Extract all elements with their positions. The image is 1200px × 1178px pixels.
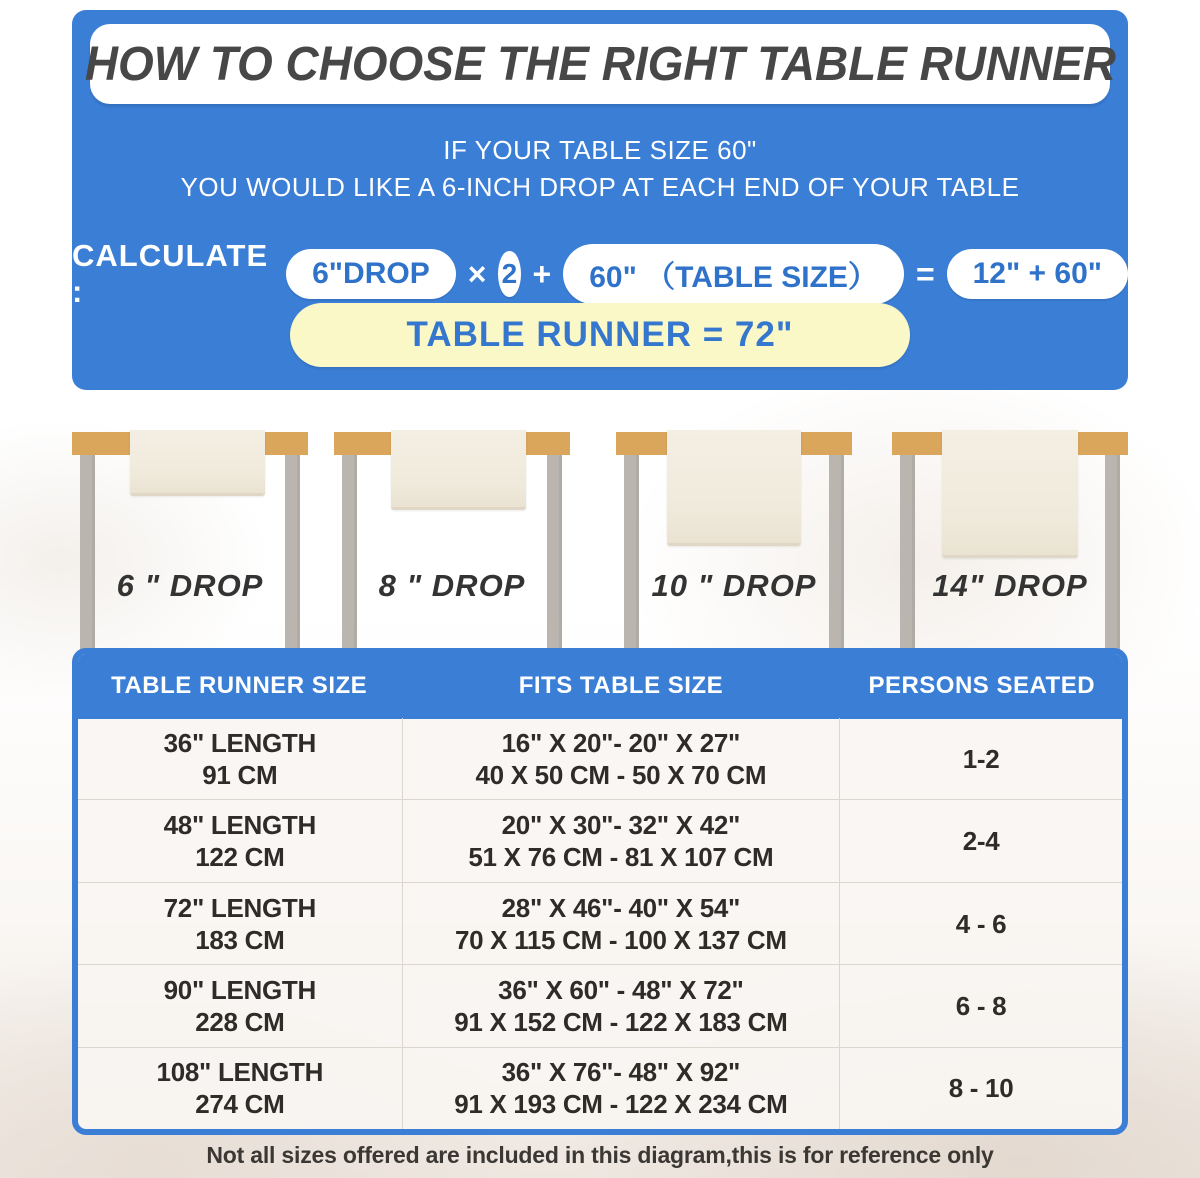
fits-size-cm: 91 X 152 CM - 122 X 183 CM [454,1006,788,1037]
fits-size-cm: 70 X 115 CM - 100 X 137 CM [454,924,787,955]
runner-size-cm: 228 CM [195,1006,285,1037]
table-leg [829,455,844,650]
persons-cell [840,883,1122,964]
runner-size-inches: 48" LENGTH [163,810,316,841]
runner-cloth [130,430,265,496]
table-leg [1105,455,1120,650]
table-row [78,964,1122,1046]
runner-size-inches: 108" LENGTH [156,1057,324,1088]
table-leg [342,455,357,650]
fits-size-cm: 40 X 50 CM - 50 X 70 CM [475,759,767,790]
persons-seated: 4 - 6 [955,908,1007,939]
persons-cell [840,965,1122,1046]
runner-cloth [391,430,526,510]
fits-size-cell [402,718,840,799]
persons-cell [840,718,1122,799]
column-header-runner-size: TABLE RUNNER SIZE [111,672,368,699]
fits-size-inches: 16" X 20"- 20" X 27" [501,727,741,758]
drop-label: 14" DROP [932,568,1088,603]
runner-size-inches: 90" LENGTH [163,974,316,1005]
plus-operator: + [532,255,552,292]
disclaimer-note: Not all sizes offered are included in this diagram,this is for reference only [206,1142,994,1168]
fits-size-inches: 36" X 76"- 48" X 92" [501,1057,741,1088]
persons-seated: 2-4 [962,826,1000,857]
table-row [78,882,1122,964]
fits-size-cm: 51 X 76 CM - 81 X 107 CM [468,842,774,873]
sum-pill: 12" + 60" [947,249,1128,299]
page-title: HOW TO CHOOSE THE RIGHT TABLE RUNNER [84,35,1116,91]
calculate-label: CALCULATE : [72,238,269,309]
result-pill [290,303,910,367]
runner-size-cell [78,718,402,799]
column-header-fits-size: FITS TABLE SIZE [518,672,724,699]
runner-size-inches: 72" LENGTH [163,892,316,923]
runner-size-cm: 122 CM [195,842,285,873]
size-table-body [78,718,1122,1129]
drop-value-pill: 6"DROP [286,249,456,299]
subtitle-line-1: IF YOUR TABLE SIZE 60" [443,135,757,165]
fits-size-cell [402,1048,840,1129]
fits-size-cell [402,800,840,881]
fits-size-inches: 20" X 30"- 32" X 42" [501,810,741,841]
fits-size-cell [402,883,840,964]
table-leg [80,455,95,650]
runner-cloth [942,430,1078,558]
runner-size-cm: 274 CM [195,1089,285,1120]
runner-size-cell [78,883,402,964]
calculation-row [72,238,1128,310]
table-row [78,1047,1122,1129]
table-row [78,799,1122,881]
fits-size-inches: 28" X 46"- 40" X 54" [501,892,741,923]
table-leg [547,455,562,650]
drop-label: 8 " DROP [378,568,526,603]
persons-seated: 6 - 8 [955,990,1007,1021]
drop-figure-8in [334,430,570,648]
column-header-persons: PERSONS SEATED [868,672,1096,699]
drop-label: 6 " DROP [116,568,264,603]
table-leg [624,455,639,650]
drop-label: 10 " DROP [651,568,817,603]
drop-figure-14in [892,430,1128,648]
drop-figure-10in [616,430,852,648]
result-text: TABLE RUNNER = 72" [406,315,794,354]
runner-size-cell [78,1048,402,1129]
size-table-header [77,653,1123,719]
subtitle-line-2: YOU WOULD LIKE A 6-INCH DROP AT EACH END OF YOUR TABLE [180,172,1020,202]
runner-size-inches: 36" LENGTH [163,727,316,758]
header-panel [72,10,1128,390]
equals-operator: = [915,255,935,292]
drop-figure-6in [72,430,308,648]
title-banner [84,24,1116,104]
runner-size-cm: 91 CM [202,759,278,790]
table-leg [285,455,300,650]
persons-cell [840,1048,1122,1129]
fits-size-inches: 36" X 60" - 48" X 72" [498,974,744,1005]
runner-size-cm: 183 CM [195,924,285,955]
fits-size-cm: 91 X 193 CM - 122 X 234 CM [454,1089,788,1120]
size-table [72,648,1128,1135]
persons-cell [840,800,1122,881]
multiplier-circle: 2 [498,251,520,297]
fits-size-cell [402,965,840,1046]
runner-size-cell [78,965,402,1046]
table-leg [900,455,915,650]
table-size-pill: 60" （TABLE SIZE） [563,244,904,304]
persons-seated: 1-2 [962,743,1000,774]
runner-size-cell [78,800,402,881]
multiply-operator: × [467,255,487,292]
runner-cloth [667,430,801,546]
persons-seated: 8 - 10 [948,1073,1014,1104]
table-row [78,718,1122,799]
